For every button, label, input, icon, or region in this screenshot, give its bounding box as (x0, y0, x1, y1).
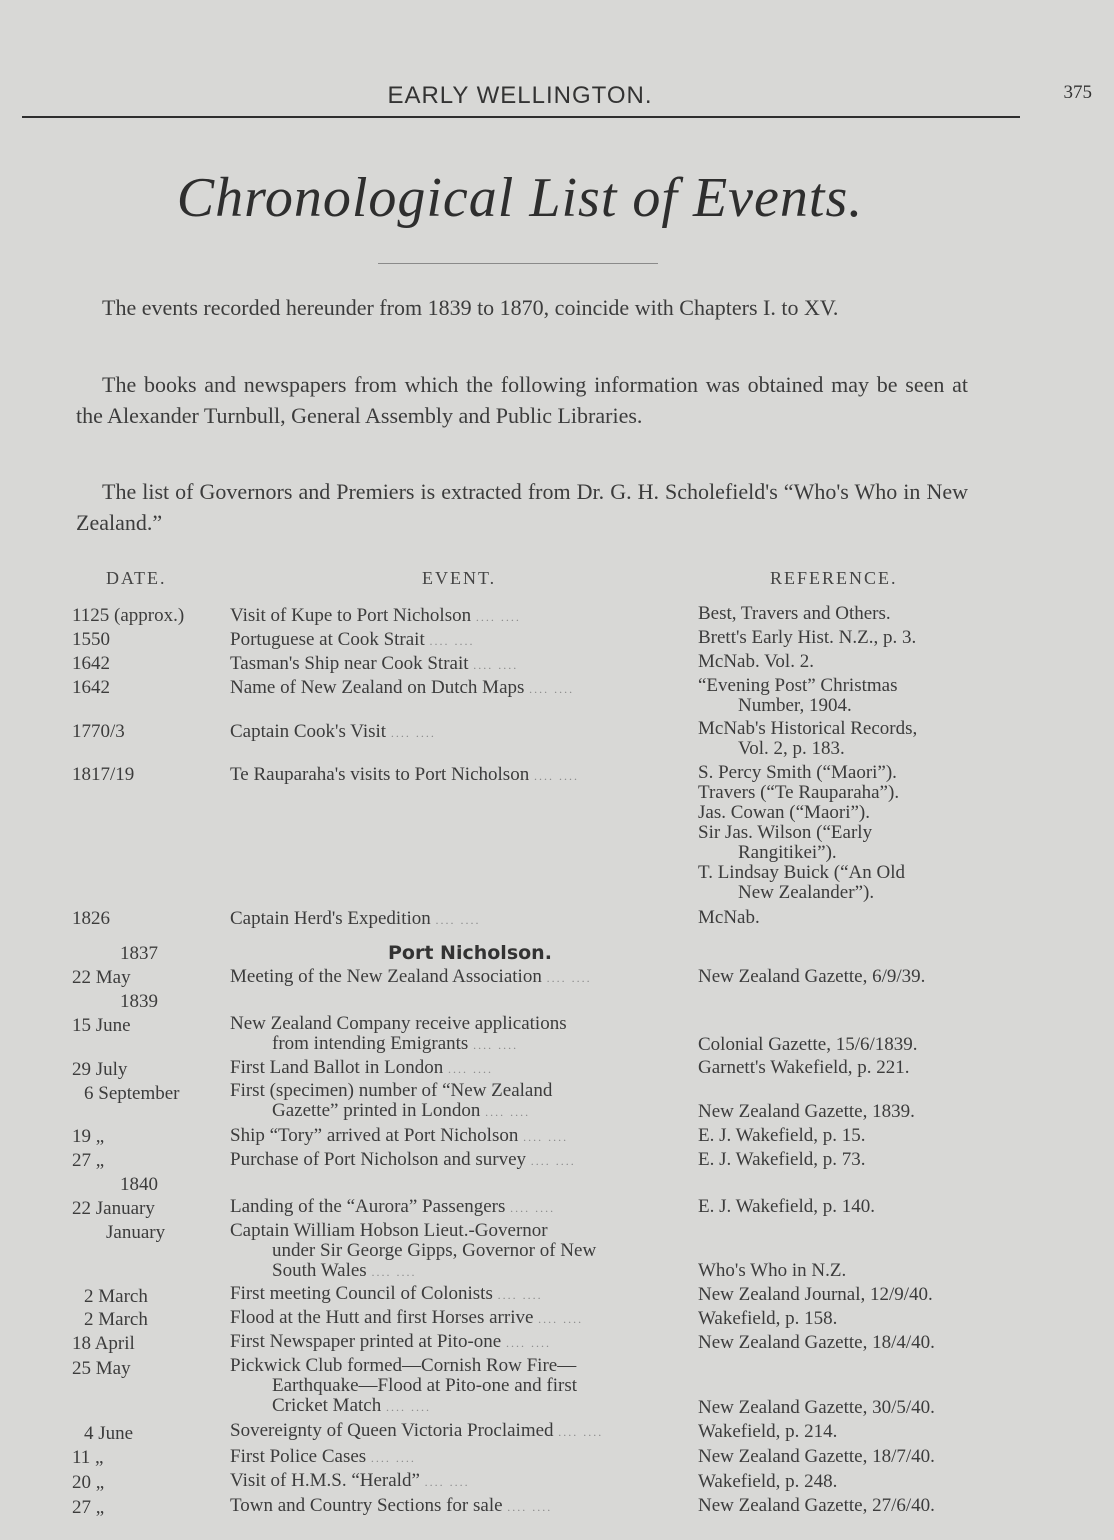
row-event: First meeting Council of Colonists .... .... (230, 1283, 543, 1304)
page-number: 375 (1063, 82, 1092, 103)
row-reference: Best, Travers and Others. (698, 603, 891, 624)
row-date: 1642 (72, 677, 110, 698)
year-marker: 1839 (120, 991, 158, 1012)
year-marker: 1837 (120, 943, 158, 964)
intro-paragraph-2: The books and newspapers from which the following information was obtained may be seen at the Alexander Turnbull, General Assembly and Public Libraries. (76, 372, 968, 428)
row-date: 1550 (72, 629, 110, 650)
row-event: Visit of Kupe to Port Nicholson .... .... (230, 605, 521, 626)
intro-paragraph-3: The list of Governors and Premiers is extracted from Dr. G. H. Scholefield's “Who's Who in New Zealand.” (76, 479, 968, 535)
column-header-event: EVENT. (422, 568, 497, 588)
row-reference: “Evening Post” Christmas Number, 1904. (698, 675, 898, 716)
row-reference: S. Percy Smith (“Maori”). Travers (“Te Rauparaha”). Jas. Cowan (“Maori”). Sir Jas. Wilson (“Early Rangitikei”). T. Lindsay Buick (“An Old New Zealander”). (698, 762, 906, 903)
row-reference: New Zealand Gazette, 1839. (698, 1101, 915, 1122)
row-date: 1642 (72, 653, 110, 674)
row-reference: E. J. Wakefield, p. 73. (698, 1149, 866, 1170)
row-date: 1826 (72, 908, 110, 929)
row-event: Landing of the “Aurora” Passengers .... .... (230, 1196, 556, 1217)
row-date: 1817/19 (72, 764, 135, 785)
row-reference: New Zealand Gazette, 18/4/40. (698, 1332, 935, 1353)
row-date: 27 „ (72, 1150, 105, 1171)
row-event: Purchase of Port Nicholson and survey .... .... (230, 1149, 576, 1170)
row-event: First (specimen) number of “New Zealand Gazette” printed in London .... .... (230, 1080, 553, 1121)
row-reference: New Zealand Gazette, 6/9/39. (698, 966, 926, 987)
row-event: First Land Ballot in London .... .... (230, 1057, 493, 1078)
row-event: Pickwick Club formed—Cornish Row Fire— Earthquake—Flood at Pito-one and first Cricket Match .... .... (230, 1355, 577, 1416)
row-reference: Brett's Early Hist. N.Z., p. 3. (698, 627, 917, 648)
row-event: Sovereignty of Queen Victoria Proclaimed .... .... (230, 1420, 604, 1441)
row-date: 1770/3 (72, 721, 125, 742)
row-event: Captain Cook's Visit .... .... (230, 721, 436, 742)
row-reference: New Zealand Journal, 12/9/40. (698, 1284, 933, 1305)
running-title: EARLY WELLINGTON. (387, 82, 653, 109)
row-date: 4 June (84, 1423, 134, 1444)
year-marker: 1840 (120, 1174, 158, 1195)
row-reference: Who's Who in N.Z. (698, 1260, 847, 1281)
row-date: 22 May (72, 967, 131, 988)
row-reference: Wakefield, p. 214. (698, 1421, 838, 1442)
row-event: Tasman's Ship near Cook Strait .... .... (230, 653, 519, 674)
row-event: First Newspaper printed at Pito-one .... .... (230, 1331, 551, 1352)
row-event: Town and Country Sections for sale .... .... (230, 1495, 553, 1516)
row-reference: Wakefield, p. 158. (698, 1308, 838, 1329)
row-reference: New Zealand Gazette, 30/5/40. (698, 1397, 935, 1418)
intro-paragraph-1: The events recorded hereunder from 1839 to 1870, coincide with Chapters I. to XV. (102, 295, 839, 320)
row-reference: Garnett's Wakefield, p. 221. (698, 1057, 910, 1078)
row-date: 2 March (84, 1286, 148, 1307)
row-date: 2 March (84, 1309, 148, 1330)
row-event: Portuguese at Cook Strait .... .... (230, 629, 475, 650)
row-reference: McNab. (698, 907, 760, 928)
row-date: 27 „ (72, 1497, 105, 1518)
row-date: 6 September (84, 1083, 180, 1104)
column-header-date: DATE. (106, 568, 167, 588)
row-date: 19 „ (72, 1126, 105, 1147)
row-date: 18 April (72, 1333, 135, 1354)
row-reference: New Zealand Gazette, 27/6/40. (698, 1495, 935, 1516)
row-reference: Colonial Gazette, 15/6/1839. (698, 1034, 918, 1055)
row-event: Visit of H.M.S. “Herald” .... .... (230, 1470, 470, 1491)
page-title: Chronological List of Events. (176, 167, 864, 229)
row-date: 15 June (72, 1015, 131, 1036)
row-event: New Zealand Company receive applications from intending Emigrants .... .... (230, 1013, 567, 1054)
row-event: First Police Cases .... .... (230, 1446, 416, 1467)
row-reference: E. J. Wakefield, p. 15. (698, 1125, 866, 1146)
section-heading: Port Nicholson. (388, 942, 552, 964)
row-reference: McNab's Historical Records, Vol. 2, p. 183. (698, 718, 918, 759)
row-date: 11 „ (72, 1447, 104, 1468)
row-date: 25 May (72, 1358, 131, 1379)
row-event: Captain Herd's Expedition .... .... (230, 908, 481, 929)
row-reference: E. J. Wakefield, p. 140. (698, 1196, 876, 1217)
row-date: 29 July (72, 1059, 128, 1080)
row-event: Ship “Tory” arrived at Port Nicholson .... .... (230, 1125, 569, 1146)
row-date: 20 „ (72, 1472, 105, 1493)
row-reference: Wakefield, p. 248. (698, 1471, 838, 1492)
row-date: 22 January (72, 1198, 155, 1219)
row-event: Te Rauparaha's visits to Port Nicholson .... .... (230, 764, 579, 785)
row-reference: McNab. Vol. 2. (698, 651, 814, 672)
row-event: Captain William Hobson Lieut.-Governor under Sir George Gipps, Governor of New South Wales .... .... (230, 1220, 597, 1281)
row-event: Meeting of the New Zealand Association .... .... (230, 966, 592, 987)
row-reference: New Zealand Gazette, 18/7/40. (698, 1446, 935, 1467)
row-event: Name of New Zealand on Dutch Maps .... .... (230, 677, 575, 698)
row-date: January (106, 1222, 166, 1243)
row-event: Flood at the Hutt and first Horses arrive .... .... (230, 1307, 584, 1328)
row-date: 1125 (approx.) (72, 605, 185, 626)
title-divider (378, 263, 658, 264)
column-header-reference: REFERENCE. (770, 568, 898, 588)
